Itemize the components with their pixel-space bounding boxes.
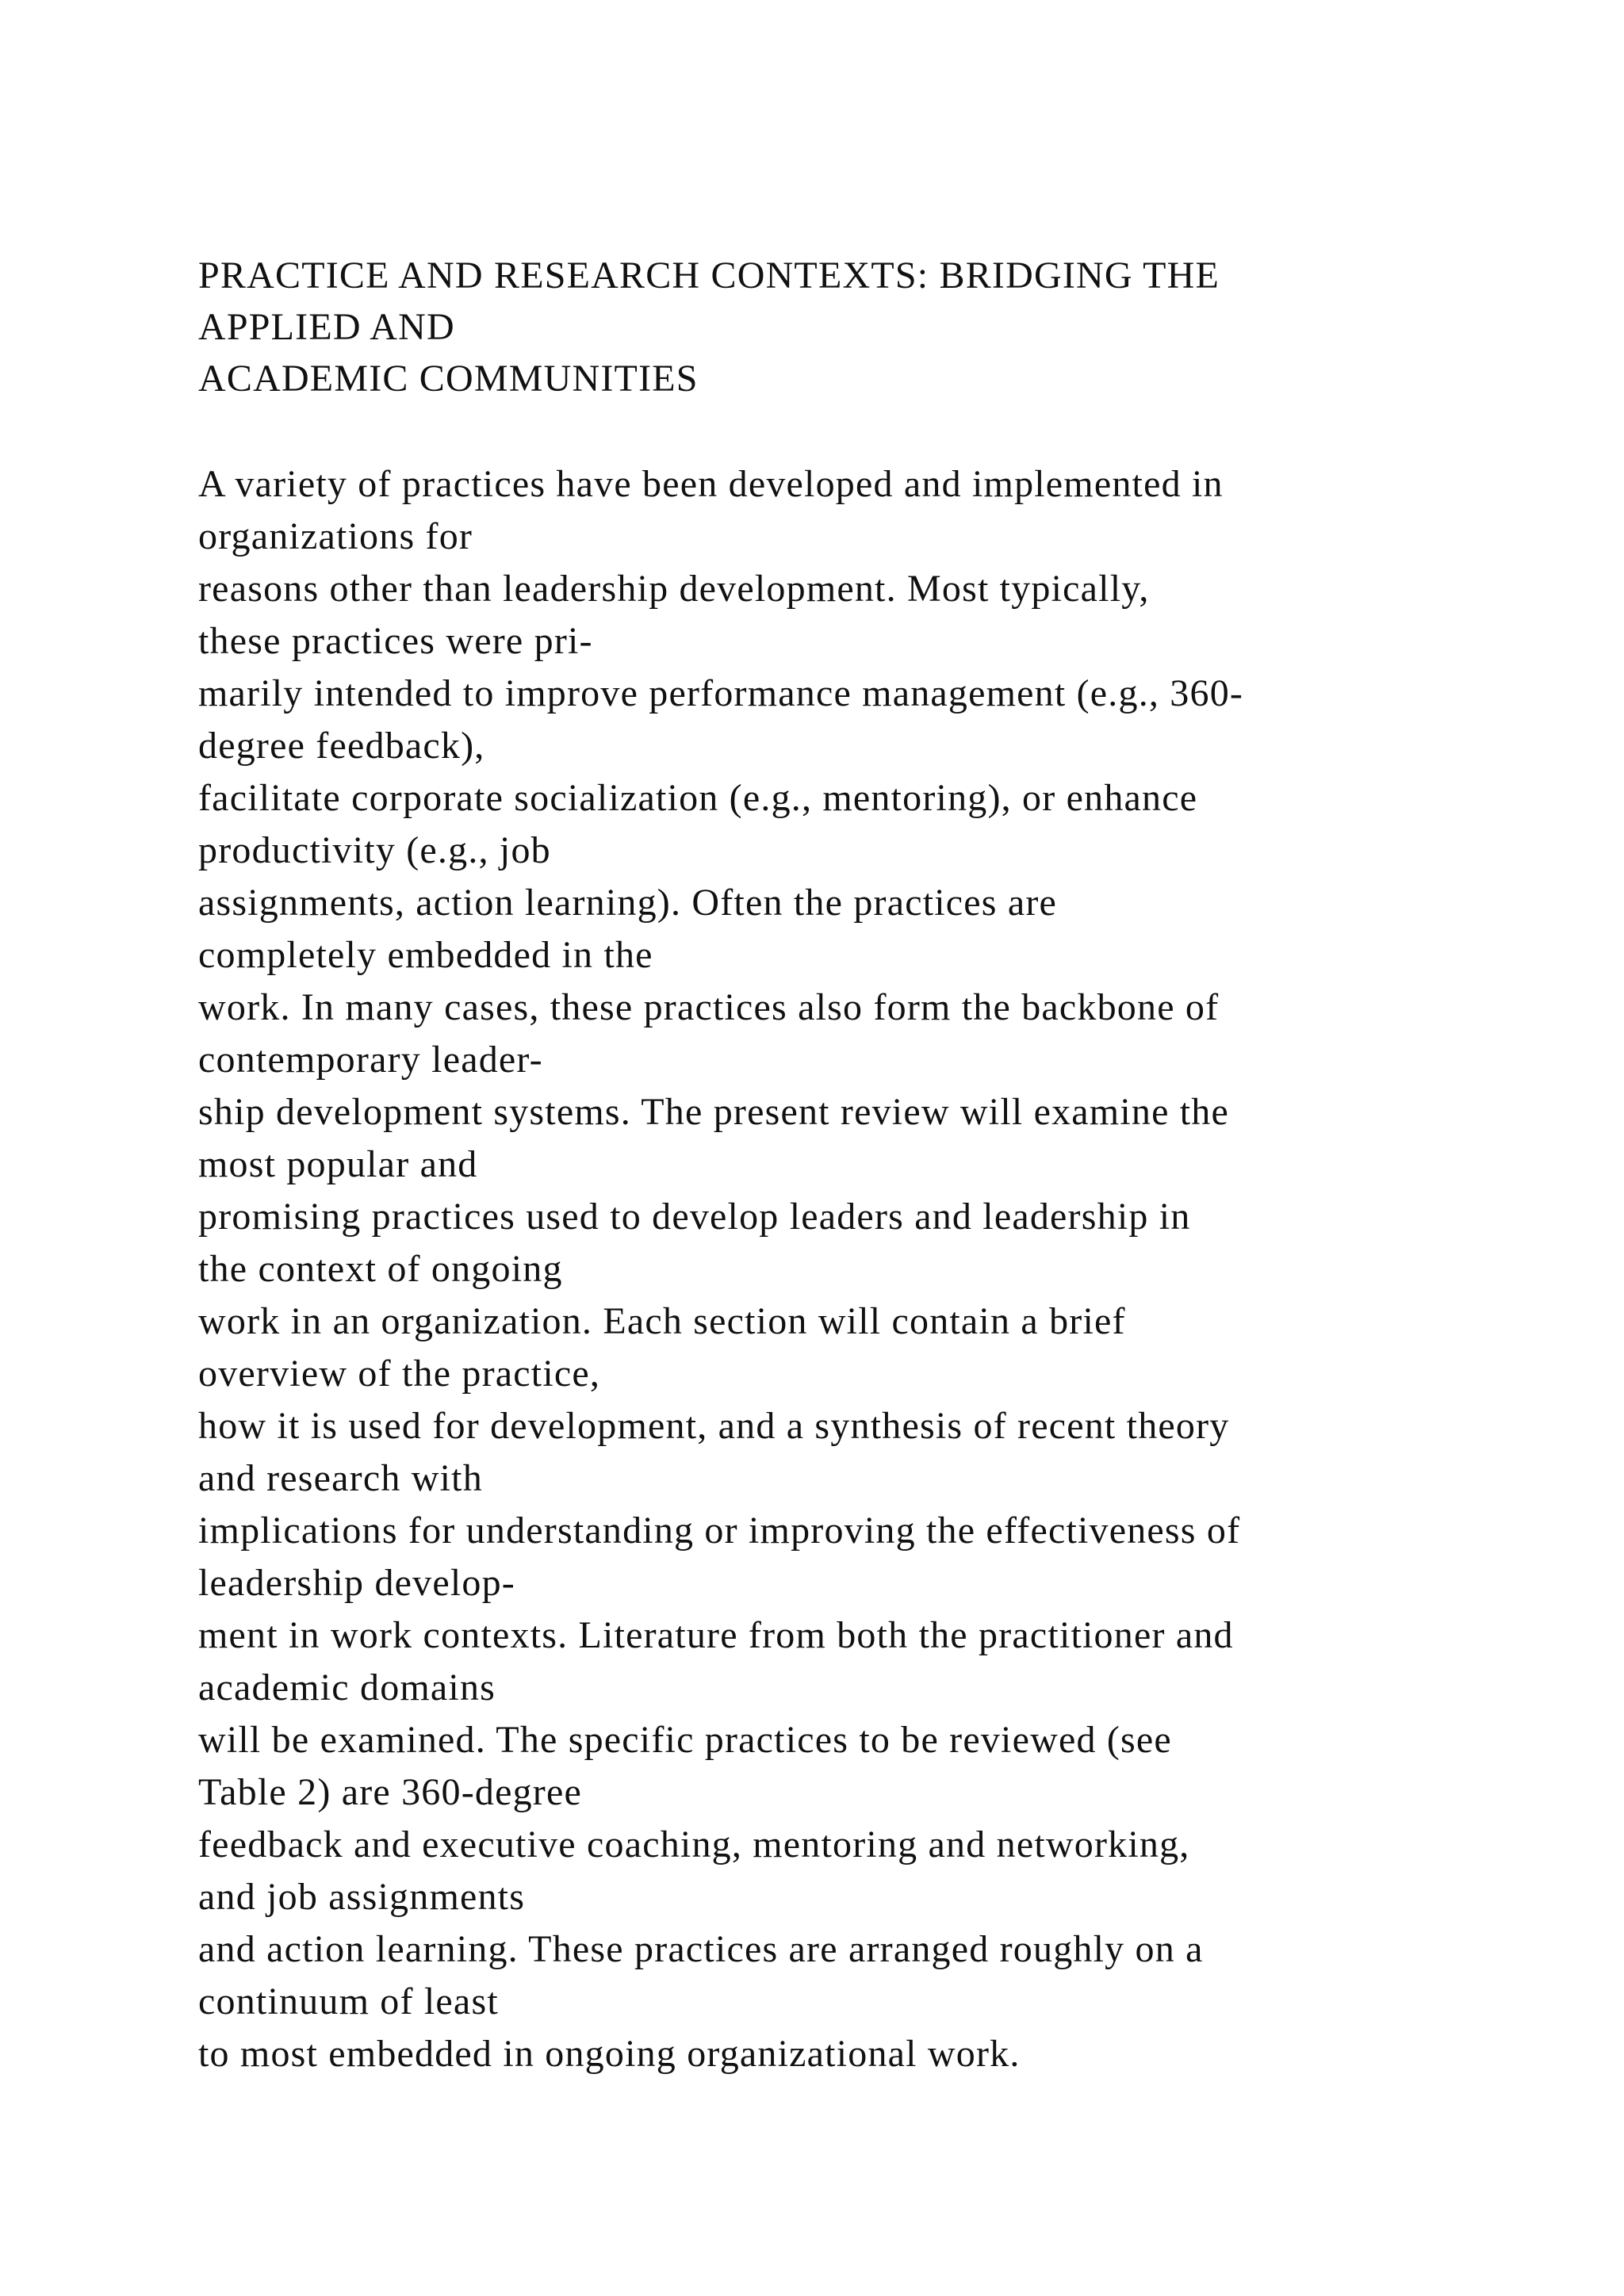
body-line: continuum of least: [198, 1980, 499, 2022]
body-line: and research with: [198, 1457, 483, 1499]
body-line: most popular and: [198, 1143, 478, 1185]
body-line: will be examined. The specific practices to be reviewed (see: [198, 1719, 1172, 1761]
body-line: to most embedded in ongoing organizational work.: [198, 2033, 1021, 2075]
body-line: degree feedback),: [198, 725, 485, 767]
body-line: and action learning. These practices are arranged roughly on a: [198, 1928, 1204, 1970]
body-line: how it is used for development, and a synthesis of recent theory: [198, 1405, 1230, 1447]
body-line: ment in work contexts. Literature from both the practitioner and: [198, 1614, 1234, 1656]
body-line: organizations for: [198, 515, 473, 557]
body-line: Table 2) are 360-degree: [198, 1771, 582, 1813]
heading-line-2: APPLIED AND: [198, 306, 455, 348]
body-line: feedback and executive coaching, mentoring and networking,: [198, 1823, 1190, 1866]
body-line: reasons other than leadership development. Most typically,: [198, 568, 1150, 610]
body-line: implications for understanding or improving the effectiveness of: [198, 1510, 1241, 1552]
body-line: work. In many cases, these practices also form the backbone of: [198, 986, 1220, 1028]
body-line: marily intended to improve performance management (e.g., 360-: [198, 672, 1244, 714]
body-line: productivity (e.g., job: [198, 829, 551, 871]
body-line: academic domains: [198, 1667, 496, 1709]
body-line: completely embedded in the: [198, 934, 653, 976]
body-line: facilitate corporate socialization (e.g., mentoring), or enhance: [198, 777, 1198, 819]
body-line: and job assignments: [198, 1876, 526, 1918]
body-line: A variety of practices have been developed and implemented in: [198, 463, 1224, 505]
body-line: ship development systems. The present review will examine the: [198, 1091, 1230, 1133]
body-line: contemporary leader-: [198, 1039, 543, 1081]
body-line: promising practices used to develop leaders and leadership in: [198, 1196, 1191, 1238]
body-line: these practices were pri-: [198, 620, 593, 662]
heading-line-1: PRACTICE AND RESEARCH CONTEXTS: BRIDGING THE: [198, 254, 1220, 297]
body-line: overview of the practice,: [198, 1353, 601, 1395]
heading-line-3: ACADEMIC COMMUNITIES: [198, 358, 699, 400]
body-line: leadership develop-: [198, 1562, 515, 1604]
body-line: work in an organization. Each section will contain a brief: [198, 1300, 1126, 1342]
body-line: assignments, action learning). Often the practices are: [198, 882, 1058, 924]
body-line: the context of ongoing: [198, 1248, 563, 1290]
